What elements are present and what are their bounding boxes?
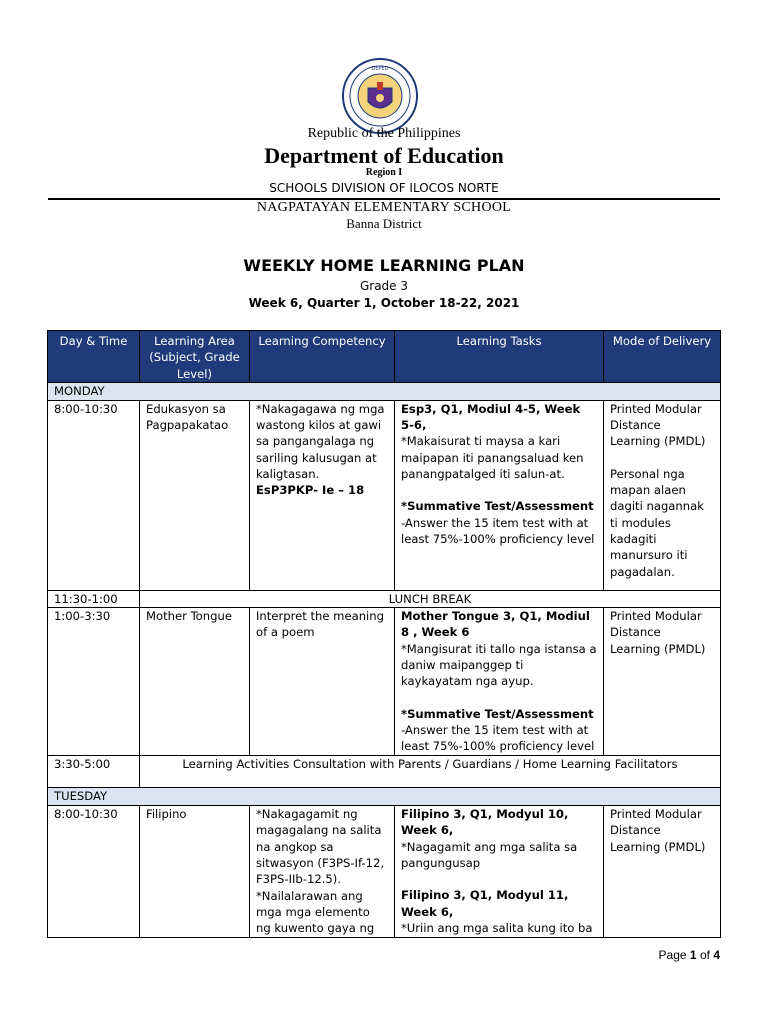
header-learning-area: Learning Area (Subject, Grade Level) <box>140 331 250 383</box>
time-cell: 8:00-10:30 <box>48 400 140 590</box>
consultation-label: Learning Activities Consultation with Parents / Guardians / Home Learning Facilitators <box>140 756 721 788</box>
plan-grade: Grade 3 <box>359 279 409 293</box>
republic-line: Republic of the Philippines <box>307 126 461 141</box>
tasks-cell <box>395 608 604 756</box>
task-summative: *Summative Test/Assessment <box>401 706 594 721</box>
page-total: 4 <box>713 948 720 962</box>
competency-cell <box>250 400 395 590</box>
region-line: Region I <box>365 167 403 178</box>
lunch-break-label: LUNCH BREAK <box>140 590 721 607</box>
tasks-cell <box>395 806 604 937</box>
header-day-time: Day & Time <box>48 331 140 383</box>
task-description: *Nagagamit ang mga salita sa pangungusap <box>401 839 578 871</box>
table-row <box>48 608 721 756</box>
competency-cell: Interpret the meaning of a poem <box>250 608 395 756</box>
task-title: Esp3, Q1, Modiul 4-5, Week 5-6, <box>401 401 581 433</box>
task-title: Filipino 3, Q1, Modyul 10, Week 6, <box>401 807 569 838</box>
table-row-lunch <box>48 590 721 607</box>
competency-text: *Nakagagamit ng magagalang na salita na angkop sa sitwasyon (F3PS-If-12, F3PS-IIb-12.5). <box>256 807 385 887</box>
district-name: Banna District <box>346 216 422 231</box>
time-cell: 11:30-1:00 <box>48 590 140 607</box>
table-header-row <box>48 331 721 383</box>
task-summative-desc: -Answer the 15 item test with at least 75%-100% proficiency level <box>401 722 595 754</box>
table-row <box>48 400 721 590</box>
school-name: NAGPATAYAN ELEMENTARY SCHOOL <box>256 200 512 215</box>
competency-text: *Nakagagawa ng mga wastong kilos at gawi sa pangangalaga ng sariling kalusugan at kaligtasan. <box>256 401 385 482</box>
task-description-2: *Uriin ang mga salita kung ito ba <box>401 920 593 935</box>
learning-plan-table <box>47 330 721 938</box>
task-description: *Mangisurat iti tallo nga istansa a daniw maipanggep ti kaykayatam nga ayup. <box>401 641 597 689</box>
header-delivery: Mode of Delivery <box>604 331 721 383</box>
task-title: Mother Tongue 3, Q1, Modiul 8 , Week 6 <box>401 609 590 640</box>
competency-cell <box>250 806 395 937</box>
header-competency: Learning Competency <box>250 331 395 383</box>
day-label: TUESDAY <box>48 788 721 806</box>
task-title-2: Filipino 3, Q1, Modyul 11, Week 6, <box>401 888 569 919</box>
table-row <box>48 806 721 937</box>
task-summative-desc: -Answer the 15 item test with at least 75%-100% proficiency level <box>401 515 595 546</box>
area-cell: Edukasyon sa Pagpapakatao <box>140 400 250 590</box>
day-row-tuesday <box>48 788 721 806</box>
plan-week: Week 6, Quarter 1, October 18-22, 2021 <box>248 296 520 310</box>
day-row-monday <box>48 382 721 400</box>
delivery-mode: Printed Modular Distance Learning (PMDL) <box>610 401 706 449</box>
deped-seal-logo <box>342 58 418 134</box>
competency-text-2: *Nailalarawan ang mga mga elemento ng kuwento gaya ng <box>256 888 375 936</box>
delivery-note: Personal nga mapan alaen dagiti nagannak ti modules kadagiti manursuro iti pagadalan. <box>610 466 704 579</box>
page-label: Page <box>658 948 687 962</box>
area-cell: Mother Tongue <box>140 608 250 756</box>
svg-text:DEPED: DEPED <box>371 66 389 72</box>
delivery-cell: Printed Modular Distance Learning (PMDL) <box>604 806 721 937</box>
delivery-cell: Printed Modular Distance Learning (PMDL) <box>604 608 721 756</box>
area-cell: Filipino <box>140 806 250 937</box>
department-title: Department of Education <box>264 143 504 168</box>
time-cell: 8:00-10:30 <box>48 806 140 937</box>
plan-title: WEEKLY HOME LEARNING PLAN <box>243 256 525 275</box>
task-summative: *Summative Test/Assessment <box>401 499 594 514</box>
table-row-consultation <box>48 756 721 788</box>
time-cell: 1:00-3:30 <box>48 608 140 756</box>
page-of-label: of <box>699 948 710 962</box>
header-tasks: Learning Tasks <box>395 331 604 383</box>
page-indicator <box>659 948 720 962</box>
time-cell: 3:30-5:00 <box>48 756 140 788</box>
task-description: *Makaisurat ti maysa a kari maipapan iti panangsaluad ken panangpatalged iti salun-at. <box>401 434 584 482</box>
tasks-cell <box>395 400 604 590</box>
page-number: 1 <box>689 948 697 962</box>
delivery-cell <box>604 400 721 590</box>
day-label: MONDAY <box>48 382 721 400</box>
division-line: SCHOOLS DIVISION OF ILOCOS NORTE <box>269 181 499 195</box>
competency-code: EsP3PKP- Ie – 18 <box>256 483 365 498</box>
